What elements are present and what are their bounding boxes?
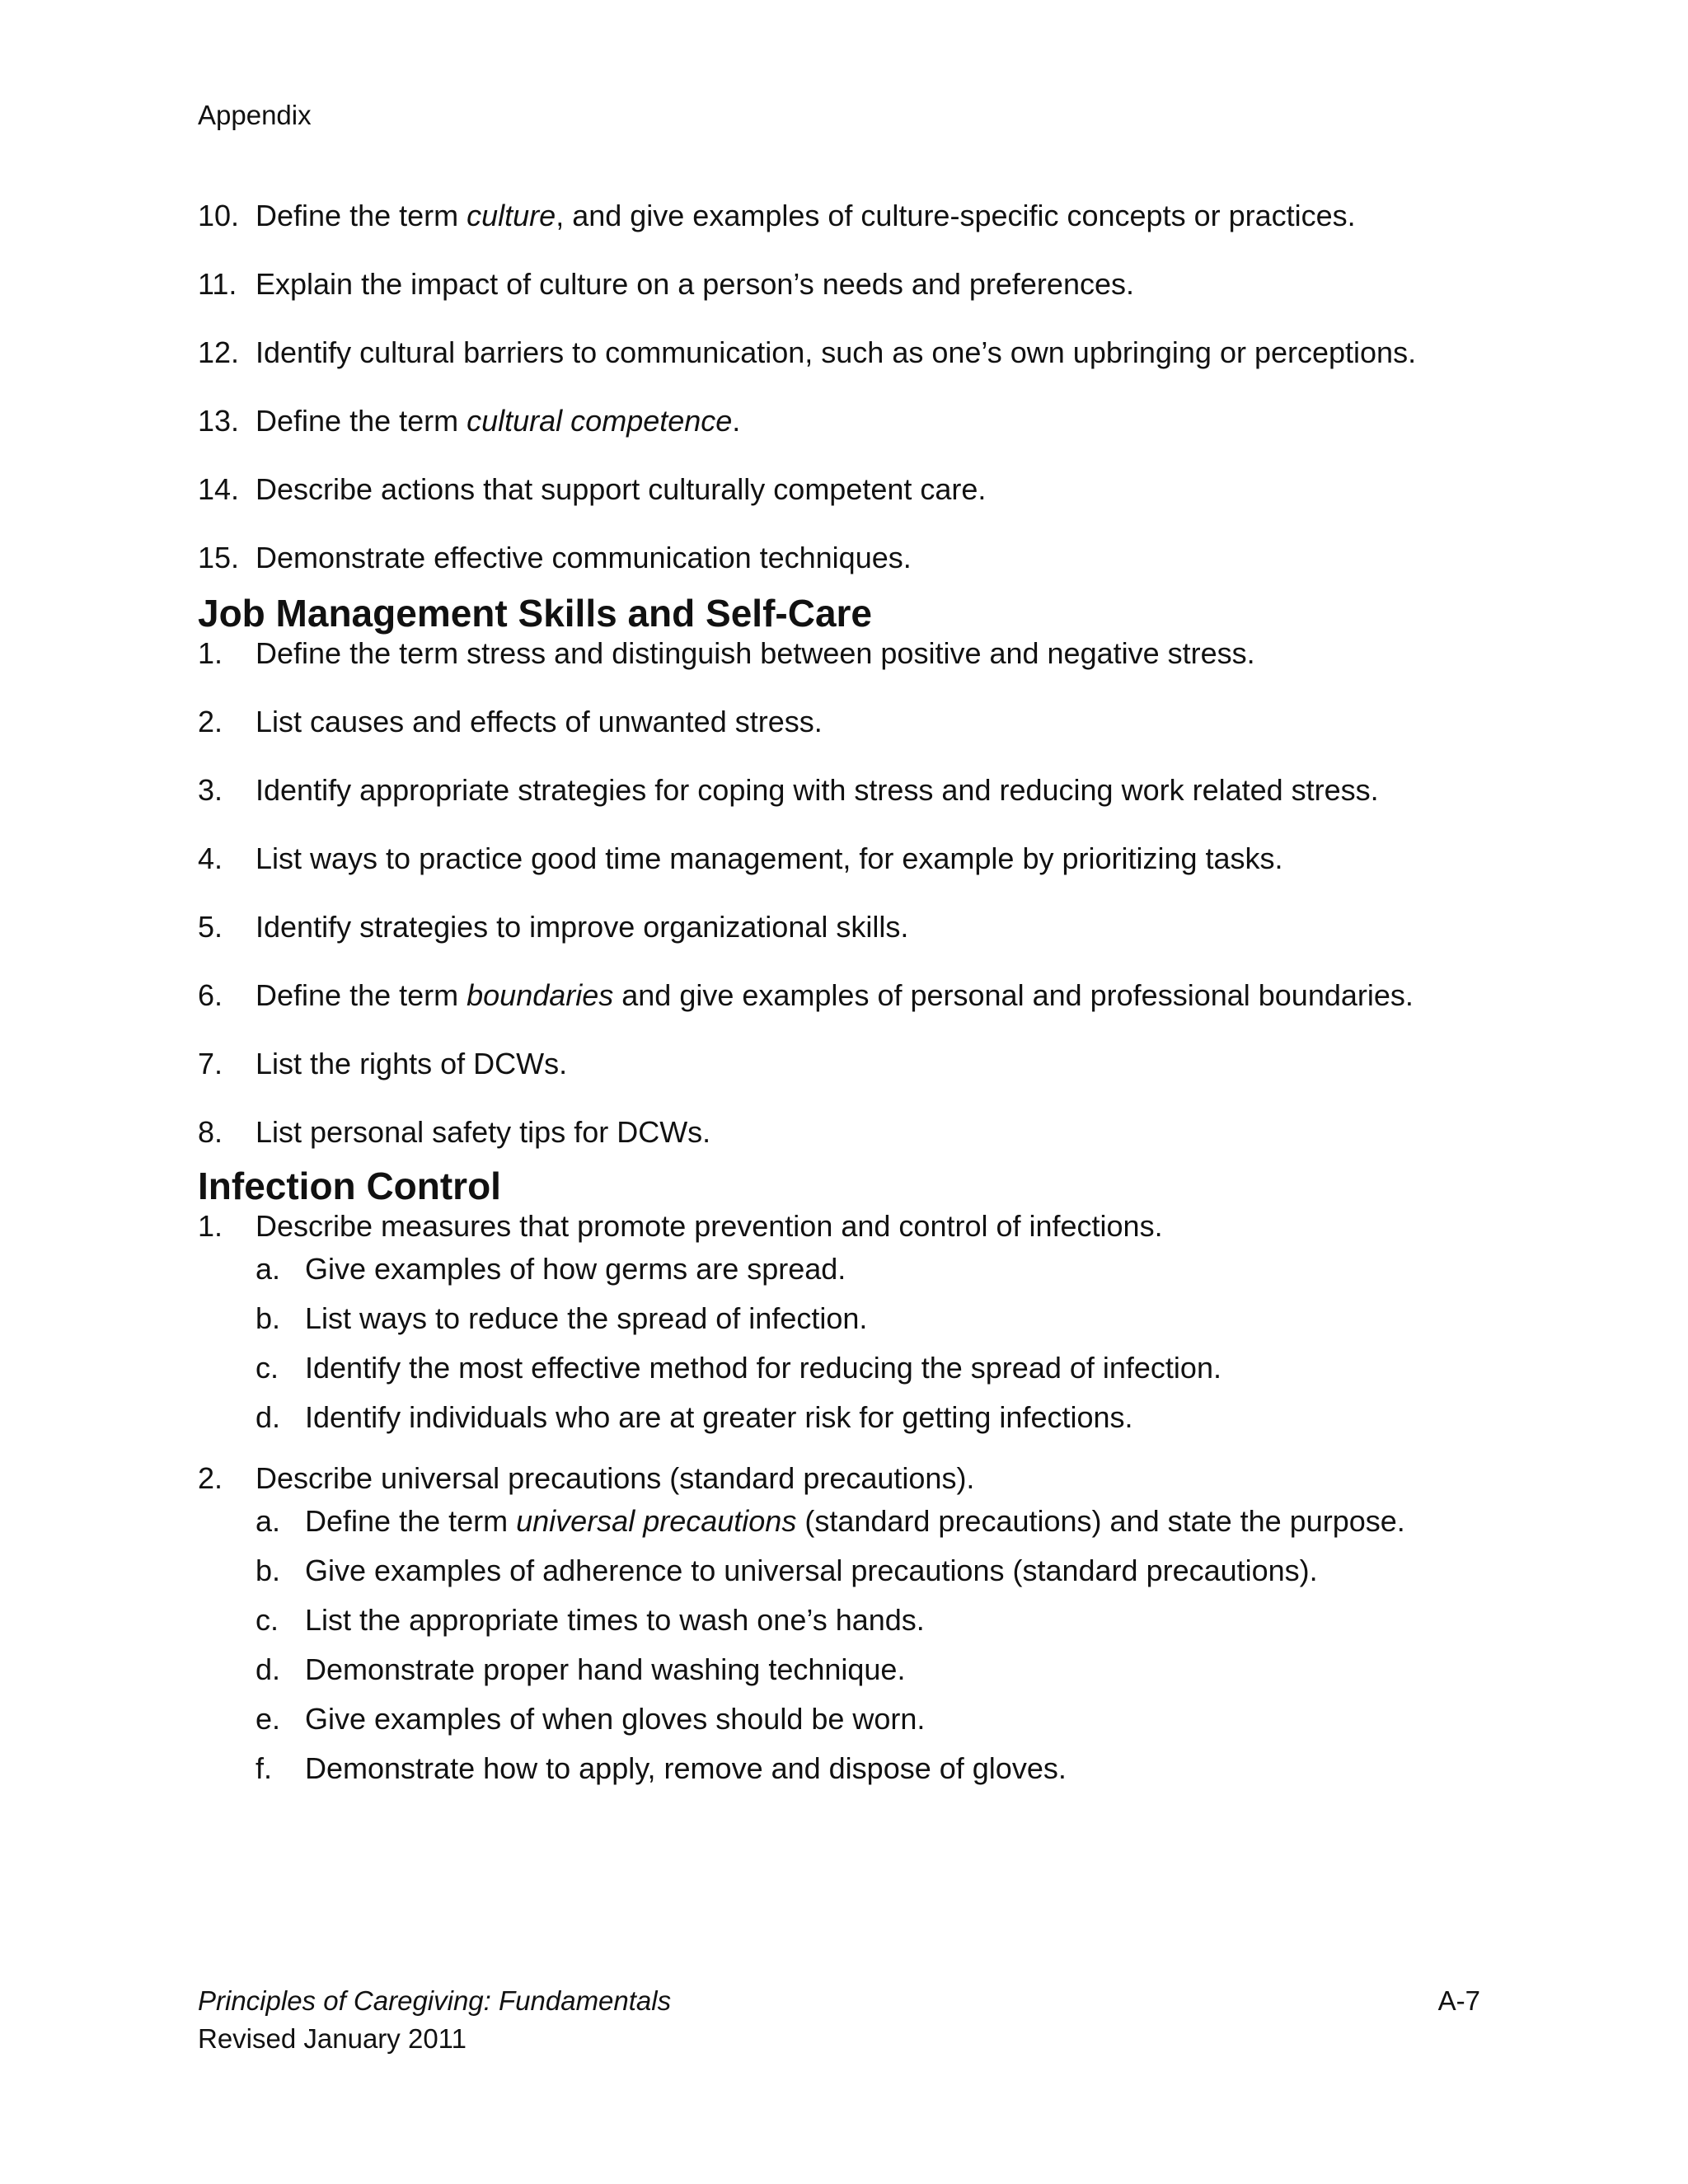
list-item [198, 1460, 1533, 1497]
item-number: 2. [198, 1461, 223, 1495]
sub-list-item [256, 1343, 1533, 1393]
sub-item-letter: b. [256, 1301, 281, 1335]
sub-item-letter: d. [256, 1400, 281, 1434]
list-item [198, 403, 1533, 439]
sub-item-letter: c. [256, 1603, 279, 1637]
sub-list-item [256, 1546, 1533, 1596]
item-number: 1. [198, 636, 223, 670]
item-text: Identify cultural barriers to communication, such as one’s own upbringing or perceptions. [256, 335, 1417, 369]
list-item [198, 540, 1533, 576]
item-number: 11. [198, 267, 237, 301]
item-text: List causes and effects of unwanted stress. [256, 705, 823, 738]
item-number: 2. [198, 705, 223, 738]
content [198, 198, 1533, 1793]
sub-item-text: Demonstrate how to apply, remove and dispose of gloves. [305, 1751, 1067, 1785]
item-number: 7. [198, 1047, 223, 1080]
list-item [198, 335, 1533, 371]
sub-list-item [256, 1294, 1533, 1343]
item-number: 5. [198, 910, 223, 944]
item-number: 14. [198, 472, 240, 506]
list-item [198, 704, 1533, 740]
sub-list-item [256, 1596, 1533, 1645]
item-text: Define the term cultural competence. [256, 404, 741, 438]
list-item [198, 772, 1533, 808]
sub-item-text: Identify individuals who are at greater risk for getting infections. [305, 1400, 1133, 1434]
sub-list-item [256, 1244, 1533, 1294]
sub-item-letter: e. [256, 1702, 281, 1736]
sub-list [256, 1497, 1533, 1793]
list-item [198, 266, 1533, 302]
sub-item-text: Give examples of how germs are spread. [305, 1252, 846, 1286]
item-text: List personal safety tips for DCWs. [256, 1115, 711, 1149]
item-text: Define the term stress and distinguish between positive and negative stress. [256, 636, 1255, 670]
item-number: 4. [198, 841, 223, 875]
list-item [198, 1114, 1533, 1151]
section-heading: Infection Control [198, 1165, 501, 1207]
sub-item-letter: a. [256, 1252, 281, 1286]
item-text: Identify appropriate strategies for coping with stress and reducing work related stress. [256, 773, 1379, 807]
sub-item-letter: c. [256, 1351, 279, 1385]
sub-list-item [256, 1497, 1533, 1546]
sub-item-letter: a. [256, 1504, 281, 1538]
item-text: List ways to practice good time management, for example by prioritizing tasks. [256, 841, 1283, 875]
list-item [198, 198, 1533, 234]
section-job-management [198, 591, 1533, 1151]
sub-item-text: Identify the most effective method for reducing the spread of infection. [305, 1351, 1221, 1385]
list-item [198, 977, 1533, 1014]
section-infection-control [198, 1164, 1533, 1793]
footer-revised: Revised January 2011 [198, 2023, 467, 2054]
sub-list-item [256, 1393, 1533, 1442]
item-text: Define the term culture, and give examples of culture-specific concepts or practices. [256, 199, 1356, 232]
running-head: Appendix [198, 100, 312, 130]
sub-item-letter: b. [256, 1554, 281, 1587]
item-number: 1. [198, 1209, 223, 1243]
section-heading: Job Management Skills and Self-Care [198, 592, 873, 635]
sub-list-item [256, 1694, 1533, 1744]
list-item [198, 1046, 1533, 1082]
sub-item-letter: d. [256, 1652, 281, 1686]
item-number: 13. [198, 404, 240, 438]
item-text: Describe actions that support culturally competent care. [256, 472, 987, 506]
item-text: List the rights of DCWs. [256, 1047, 568, 1080]
item-text: Identify strategies to improve organizational skills. [256, 910, 909, 944]
objectives-list-top [198, 198, 1533, 576]
item-text: Describe universal precautions (standard precautions). [256, 1461, 975, 1495]
sub-item-text: Give examples of when gloves should be worn. [305, 1702, 926, 1736]
item-number: 3. [198, 773, 223, 807]
item-number: 6. [198, 978, 223, 1012]
item-text: Define the term boundaries and give examples of personal and professional boundaries. [256, 978, 1414, 1012]
item-number: 15. [198, 541, 240, 574]
item-number: 8. [198, 1115, 223, 1149]
sub-list-item [256, 1744, 1533, 1793]
list-item [198, 841, 1533, 877]
footer [198, 1982, 671, 2058]
sub-item-text: List ways to reduce the spread of infection. [305, 1301, 868, 1335]
sub-list [256, 1244, 1533, 1442]
list-item [198, 1208, 1533, 1244]
sub-item-text: List the appropriate times to wash one’s hands. [305, 1603, 925, 1637]
item-text: Demonstrate effective communication techniques. [256, 541, 912, 574]
page-number: A-7 [1437, 1985, 1480, 2016]
item-number: 12. [198, 335, 240, 369]
sub-item-text: Give examples of adherence to universal precautions (standard precautions). [305, 1554, 1318, 1587]
list-item [198, 635, 1533, 672]
list-item [198, 909, 1533, 945]
item-number: 10. [198, 199, 240, 232]
item-text: Explain the impact of culture on a person’s needs and preferences. [256, 267, 1134, 301]
sub-item-text: Demonstrate proper hand washing technique. [305, 1652, 906, 1686]
sub-item-text: Define the term universal precautions (standard precautions) and state the purpose. [305, 1504, 1405, 1538]
sub-item-letter: f. [256, 1751, 273, 1785]
footer-title: Principles of Caregiving: Fundamentals [198, 1985, 672, 2016]
item-text: Describe measures that promote prevention and control of infections. [256, 1209, 1163, 1243]
list-item [198, 471, 1533, 508]
sub-list-item [256, 1645, 1533, 1694]
